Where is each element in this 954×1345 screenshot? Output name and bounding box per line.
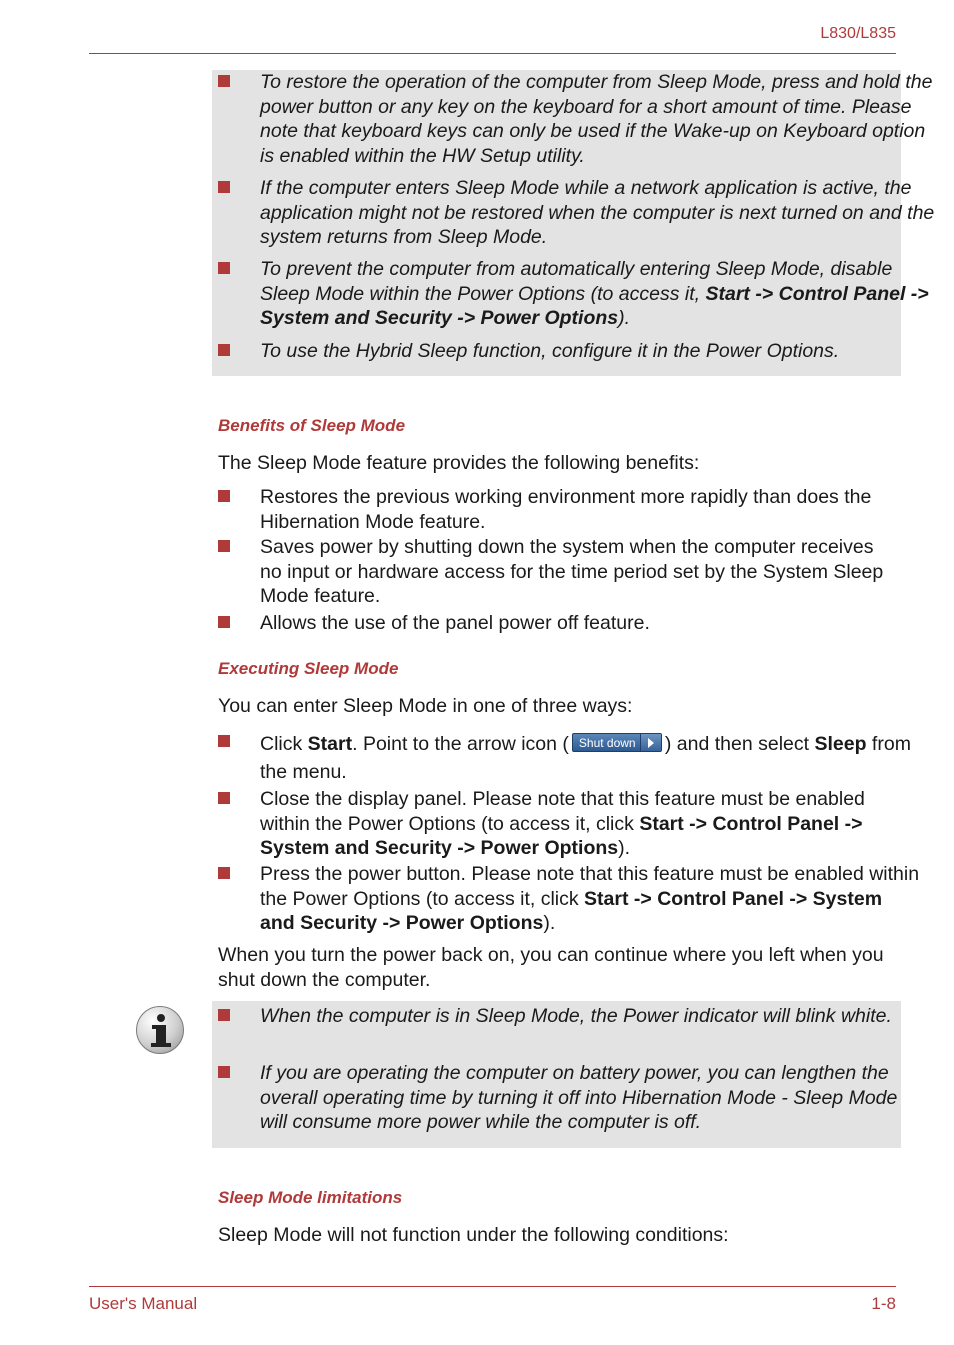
section-title-benefits: Benefits of Sleep Mode	[218, 416, 406, 435]
limitations-intro: Sleep Mode will not function under the following conditions:	[218, 1224, 729, 1246]
footer-rule	[89, 1286, 896, 1287]
header-rule	[89, 53, 896, 54]
list-item: Press the power button. Please note that this feature must be enabled within the Power Options (to access it, click Start -> Control Panel -> System and Security -> Power Options).	[212, 862, 920, 936]
list-item: Allows the use of the panel power off feature.	[212, 611, 900, 636]
bullet-icon	[218, 262, 230, 274]
bullet-icon	[218, 1066, 230, 1078]
note-box-info	[212, 1001, 901, 1148]
section-title-executing: Executing Sleep Mode	[218, 659, 399, 678]
page-number: 1-8	[871, 1294, 896, 1313]
section-title-limitations: Sleep Mode limitations	[218, 1188, 403, 1207]
list-item: To restore the operation of the computer from Sleep Mode, press and hold the power button or any key on the keyboard for a short amount of time. Please note that keyboard keys can only be used if the Wake-up on Keyboard option is enabled within the HW Setup utility.	[212, 70, 940, 168]
executing-outro: When you turn the power back on, you can continue where you left when you shut down the computer.	[218, 944, 884, 991]
list-item: If the computer enters Sleep Mode while a network application is active, the application might not be restored when the computer is next turned on and the system returns from Sleep Mode.	[212, 176, 940, 250]
bullet-icon	[218, 181, 230, 193]
bullet-icon	[218, 540, 230, 552]
bullet-icon	[218, 792, 230, 804]
footer-manual-title: User's Manual	[89, 1294, 198, 1313]
list-item: When the computer is in Sleep Mode, the Power indicator will blink white.	[212, 1004, 900, 1029]
bullet-icon	[218, 616, 230, 628]
shut-down-button[interactable]: Shut down	[572, 733, 662, 752]
header-model: L830/L835	[820, 25, 896, 42]
bullet-icon	[218, 344, 230, 356]
arrow-right-icon[interactable]	[640, 734, 661, 751]
bullet-icon	[218, 735, 230, 747]
bullet-icon	[218, 867, 230, 879]
list-item: Restores the previous working environment more rapidly than does the Hibernation Mode feature.	[212, 485, 900, 534]
list-item: Saves power by shutting down the system when the computer receives no input or hardware access for the time period set by the System Sleep Mode feature.	[212, 535, 900, 609]
list-item: To prevent the computer from automatically entering Sleep Mode, disable Sleep Mode within the Power Options (to access it, Start -> Control Panel -> System and Security -> Power Options).	[212, 257, 940, 331]
bullet-icon	[218, 490, 230, 502]
note-box-sleep	[212, 70, 935, 376]
executing-intro: You can enter Sleep Mode in one of three ways:	[218, 695, 633, 717]
bullet-icon	[218, 1009, 230, 1021]
bullet-icon	[218, 75, 230, 87]
list-item: If you are operating the computer on battery power, you can lengthen the overall operating time by turning it off into Hibernation Mode - Sleep Mode will consume more power while the computer is off.	[212, 1061, 910, 1135]
list-item: To use the Hybrid Sleep function, configure it in the Power Options.	[212, 339, 940, 364]
list-item: Close the display panel. Please note that this feature must be enabled within the Power Options (to access it, click Start -> Control Panel -> System and Security -> Power Options).	[212, 787, 920, 861]
list-item: Click Start. Point to the arrow icon ( Shut down ) and then select Sleep from the menu.	[212, 730, 920, 786]
benefits-intro: The Sleep Mode feature provides the following benefits:	[218, 452, 700, 474]
info-icon	[136, 1006, 184, 1054]
